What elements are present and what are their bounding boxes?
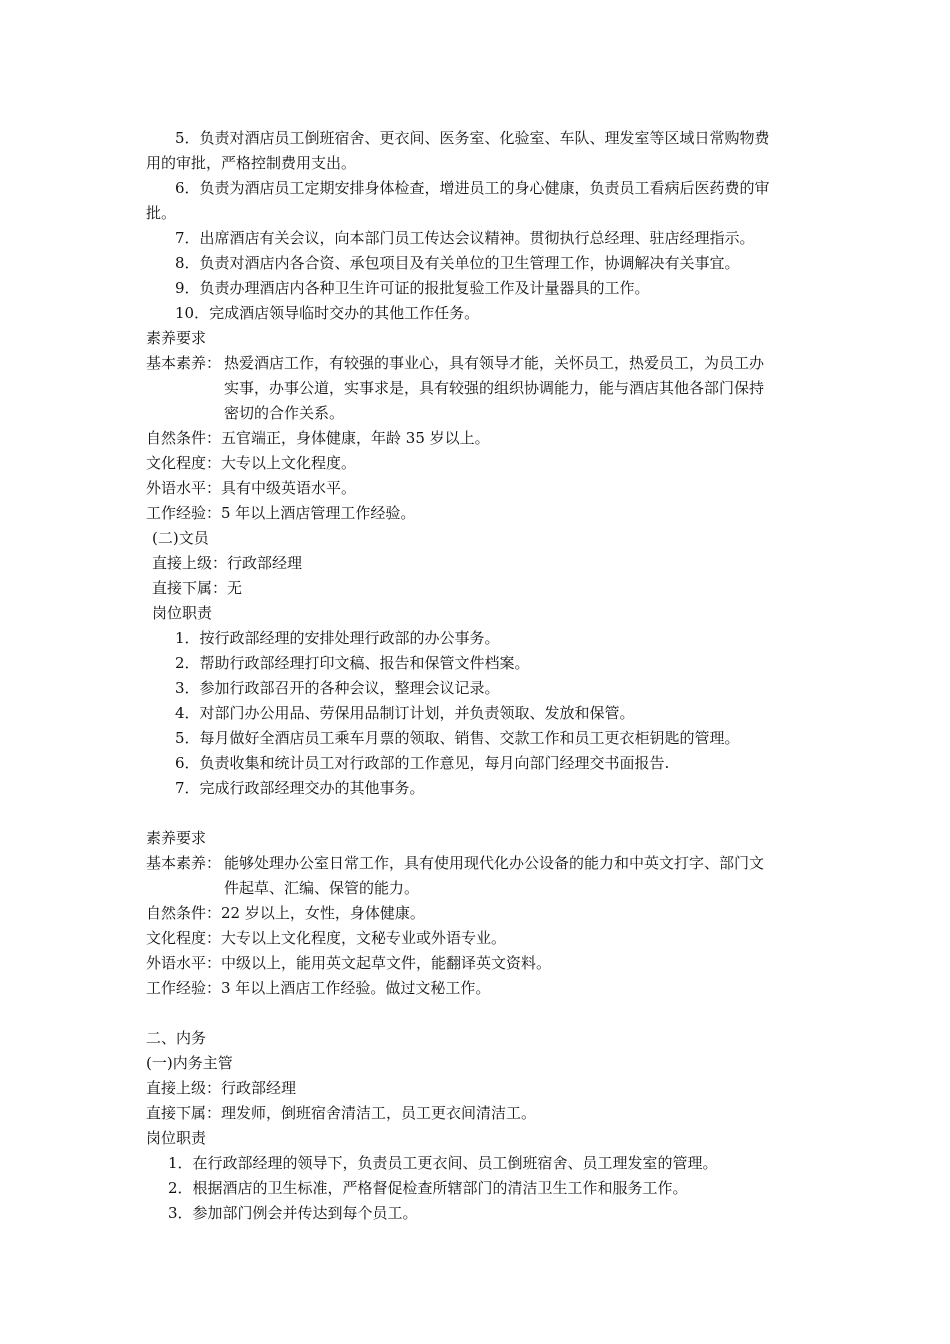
clerk-work-experience: 工作经验：3 年以上酒店工作经验。做过文秘工作。 bbox=[146, 979, 491, 997]
duty-item-continuation: 批。 bbox=[146, 204, 177, 222]
section-heading: 二、内务 bbox=[146, 1029, 207, 1047]
internal-supervisor-title: (一)内务主管 bbox=[146, 1054, 233, 1072]
clerk-education-level: 文化程度：大专以上文化程度，文秘专业或外语专业。 bbox=[146, 929, 507, 947]
clerk-duty-item: 1．按行政部经理的安排处理行政部的办公事务。 bbox=[175, 629, 500, 647]
clerk-subordinate: 直接下属：无 bbox=[152, 579, 243, 597]
clerk-title: (二)文员 bbox=[152, 529, 209, 547]
basic-quality-line: 密切的合作关系。 bbox=[224, 404, 345, 422]
internal-duties-heading: 岗位职责 bbox=[146, 1129, 207, 1147]
duty-item: 7．出席酒店有关会议，向本部门员工传达会议精神。贯彻执行总经理、驻店经理指示。 bbox=[175, 229, 755, 247]
quality-heading: 素养要求 bbox=[146, 329, 207, 347]
internal-duty-item: 3．参加部门例会并传达到每个员工。 bbox=[168, 1204, 418, 1222]
internal-subordinate: 直接下属：理发师，倒班宿舍清洁工，员工更衣间清洁工。 bbox=[146, 1104, 537, 1122]
clerk-duty-item: 6．负责收集和统计员工对行政部的工作意见，每月向部门经理交书面报告. bbox=[175, 754, 670, 772]
clerk-quality-heading: 素养要求 bbox=[146, 829, 207, 847]
education-level: 文化程度：大专以上文化程度。 bbox=[146, 454, 357, 472]
clerk-language-level: 外语水平：中级以上，能用英文起草文件，能翻译英文资料。 bbox=[146, 954, 552, 972]
duty-item: 9．负责办理酒店内各种卫生许可证的报批复验工作及计量器具的工作。 bbox=[175, 279, 650, 297]
duty-item: 10．完成酒店领导临时交办的其他工作任务。 bbox=[175, 304, 480, 322]
clerk-basic-quality-label: 基本素养： bbox=[146, 854, 222, 872]
clerk-duty-item: 4．对部门办公用品、劳保用品制订计划，并负责领取、发放和保管。 bbox=[175, 704, 635, 722]
basic-quality-line: 热爱酒店工作，有较强的事业心，具有领导才能，关怀员工，热爱员工，为员工办 bbox=[224, 354, 765, 372]
clerk-duty-item: 5．每月做好全酒店员工乘车月票的领取、销售、交款工作和员工更衣柜钥匙的管理。 bbox=[175, 729, 740, 747]
duty-item-continuation: 用的审批，严格控制费用支出。 bbox=[146, 154, 357, 172]
language-level: 外语水平：具有中级英语水平。 bbox=[146, 479, 357, 497]
duty-item: 5．负责对酒店员工倒班宿舍、更衣间、医务室、化验室、车队、理发室等区域日常购物费 bbox=[175, 129, 770, 147]
work-experience: 工作经验：5 年以上酒店管理工作经验。 bbox=[146, 504, 416, 522]
natural-condition: 自然条件：五官端正，身体健康，年龄 35 岁以上。 bbox=[146, 429, 490, 447]
duty-item: 8．负责对酒店内各合资、承包项目及有关单位的卫生管理工作，协调解决有关事宜。 bbox=[175, 254, 740, 272]
duty-item: 6．负责为酒店员工定期安排身体检查，增进员工的身心健康，负责员工看病后医药费的审 bbox=[175, 179, 770, 197]
basic-quality-label: 基本素养： bbox=[146, 354, 222, 372]
clerk-duty-item: 3．参加行政部召开的各种会议，整理会议记录。 bbox=[175, 679, 500, 697]
clerk-duties-heading: 岗位职责 bbox=[152, 604, 213, 622]
internal-superior: 直接上级：行政部经理 bbox=[146, 1079, 297, 1097]
internal-duty-item: 2．根据酒店的卫生标准，严格督促检查所辖部门的清洁卫生工作和服务工作。 bbox=[168, 1179, 688, 1197]
clerk-basic-quality-line: 能够处理办公室日常工作，具有使用现代化办公设备的能力和中英文打字、部门文 bbox=[224, 854, 765, 872]
clerk-basic-quality-line: 件起草、汇编、保管的能力。 bbox=[224, 879, 420, 897]
clerk-superior: 直接上级：行政部经理 bbox=[152, 554, 303, 572]
basic-quality-line: 实事，办事公道，实事求是，具有较强的组织协调能力，能与酒店其他各部门保持 bbox=[224, 379, 765, 397]
clerk-duty-item: 2．帮助行政部经理打印文稿、报告和保管文件档案。 bbox=[175, 654, 530, 672]
clerk-duty-item: 7．完成行政部经理交办的其他事务。 bbox=[175, 779, 425, 797]
internal-duty-item: 1．在行政部经理的领导下，负责员工更衣间、员工倒班宿舍、员工理发室的管理。 bbox=[168, 1154, 718, 1172]
clerk-natural-condition: 自然条件：22 岁以上，女性，身体健康。 bbox=[146, 904, 425, 922]
